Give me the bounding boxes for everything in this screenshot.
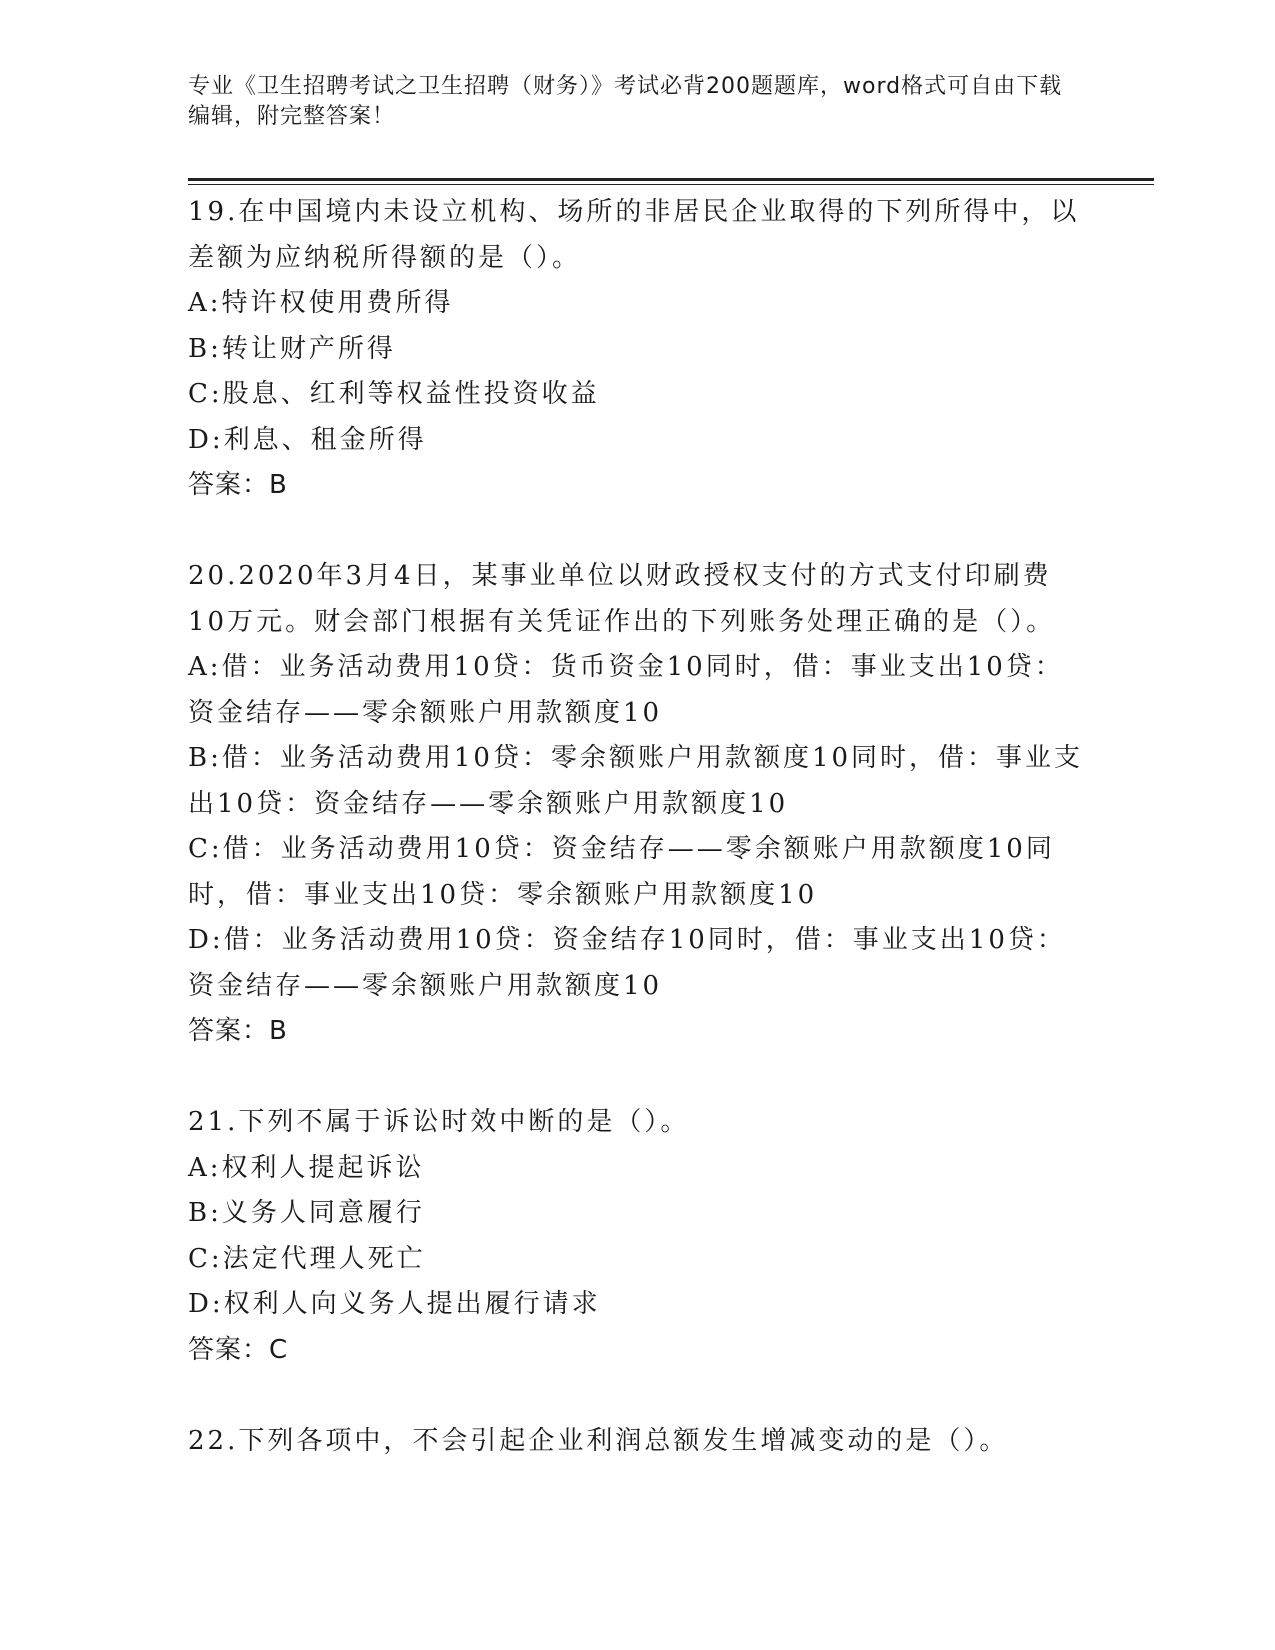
option-c: C:法定代理人死亡: [188, 1243, 426, 1274]
option-b: B:借：业务活动费用10贷：零余额账户用款额度10同时，借：事业支出10贷：资金结存——零余额账户用款额度10: [188, 743, 1084, 819]
question-19: [188, 190, 1088, 509]
question-gap: [188, 1373, 1088, 1419]
question-stem: 22.下列各项中，不会引起企业利润总额发生增减变动的是（）。: [188, 1425, 1009, 1456]
option-d: D:利息、租金所得: [188, 424, 427, 455]
document-header: 专业《卫生招聘考试之卫生招聘（财务）》考试必背200题题库，word格式可自由下载编辑，附完整答案！: [188, 74, 1063, 129]
option-a: A:借：业务活动费用10贷：货币资金10同时，借：事业支出10贷：资金结存——零余额账户用款额度10: [188, 652, 1064, 728]
question-stem: 19.在中国境内未设立机构、场所的非居民企业取得的下列所得中，以差额为应纳税所得额的是（）。: [188, 197, 1080, 273]
question-20: [188, 554, 1088, 1055]
question-stem: 20.2020年3月4日，某事业单位以财政授权支付的方式支付印刷费10万元。财会部门根据有关凭证作出的下列账务处理正确的是（）。: [188, 561, 1056, 637]
answer: 答案：B: [188, 1016, 288, 1046]
option-b: B:义务人同意履行: [188, 1198, 425, 1228]
option-b: B:转让财产所得: [188, 333, 396, 364]
option-c: C:股息、红利等权益性投资收益: [188, 379, 600, 409]
question-22: [188, 1419, 1088, 1465]
option-d: D:借：业务活动费用10贷：资金结存10同时，借：事业支出10贷：资金结存——零余额账户用款额度10: [188, 925, 1066, 1001]
option-a: A:权利人提起诉讼: [188, 1152, 425, 1183]
answer: 答案：B: [188, 470, 288, 500]
question-gap: [188, 509, 1088, 555]
question-stem: 21.下列不属于诉讼时效中断的是（）。: [188, 1107, 690, 1137]
option-d: D:权利人向义务人提出履行请求: [188, 1289, 601, 1319]
answer: 答案：C: [188, 1334, 289, 1365]
header-rule-thick: [188, 178, 1154, 181]
question-21: [188, 1100, 1088, 1373]
question-list: [188, 190, 1088, 1464]
question-gap: [188, 1055, 1088, 1101]
header-rule-thin: [188, 184, 1154, 185]
option-c: C:借：业务活动费用10贷：资金结存——零余额账户用款额度10同时，借：事业支出10贷：零余额账户用款额度10: [188, 834, 1055, 910]
option-a: A:特许权使用费所得: [188, 288, 454, 318]
